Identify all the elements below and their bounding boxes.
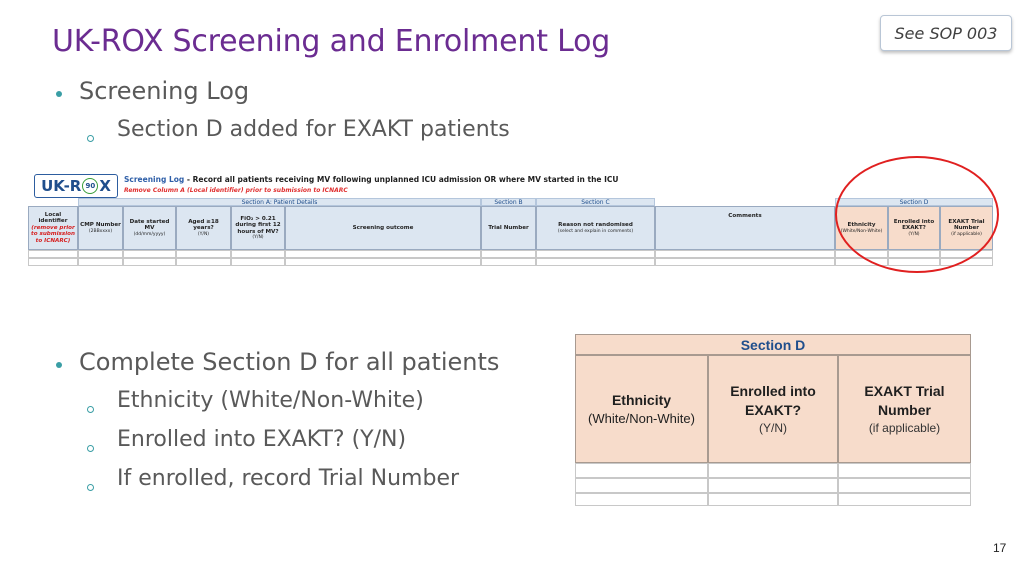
- logo-badge: 90: [82, 178, 98, 194]
- col-aged-label: Aged ≥18 years?: [188, 218, 219, 232]
- zoom-exakt-line2: Number: [878, 401, 931, 418]
- col-ethnicity-note: (White/Non-White): [840, 228, 883, 234]
- log-subheading: Remove Column A (Local identifier) prior to submission to ICNARC: [124, 187, 348, 194]
- col-reason-label: Reason not randomised: [558, 222, 633, 229]
- empty-cell: [536, 250, 655, 258]
- col-cmp-number: [78, 206, 123, 250]
- empty-cell: [28, 258, 78, 266]
- empty-cell: [78, 258, 123, 266]
- bullet-complete-section-d: Complete Section D for all patients: [79, 348, 500, 376]
- col-exakt-trial-label: EXAKT Trial Number: [948, 218, 985, 232]
- col-reason-not-randomised: [536, 206, 655, 250]
- sub-bullet-section-d-added: Section D added for EXAKT patients: [117, 117, 510, 142]
- empty-cell: [285, 250, 481, 258]
- col-trial-label: Trial Number: [488, 224, 529, 231]
- col-screening-outcome: [285, 206, 481, 250]
- empty-cell: [655, 250, 835, 258]
- col-date-label: Date started MV: [129, 218, 170, 232]
- empty-cell: [231, 258, 285, 266]
- empty-cell: [176, 258, 231, 266]
- sop-reference-box: See SOP 003: [880, 15, 1012, 51]
- section-d-zoom-table: [575, 334, 971, 506]
- sub-bullet-ethnicity: Ethnicity (White/Non-White): [117, 388, 424, 413]
- section-a-label: Section A: Patient Details: [78, 198, 481, 206]
- empty-cell: [481, 258, 536, 266]
- logo-text-right: X: [99, 177, 111, 195]
- empty-cell: [575, 493, 708, 506]
- slide-title: UK-ROX Screening and Enrolment Log: [52, 24, 611, 59]
- col-date-note: (dd/mm/yyyy): [133, 231, 166, 237]
- bullet-screening-log: Screening Log: [79, 77, 250, 105]
- col-exakt-trial-note: (if applicable): [951, 231, 982, 237]
- zoom-enrolled-line1: Enrolled into: [730, 382, 816, 399]
- empty-cell: [575, 463, 708, 478]
- empty-cell: [838, 463, 971, 478]
- col-fio2: [231, 206, 285, 250]
- sub-bullet-circle: [87, 484, 94, 491]
- col-cmp-label: CMP Number: [80, 222, 121, 229]
- zoom-col-exakt-trial: [838, 355, 971, 463]
- empty-cell: [708, 493, 838, 506]
- col-local-identifier: [28, 206, 78, 250]
- zoom-ethnicity-label: Ethnicity: [611, 392, 672, 408]
- col-date-started-mv: [123, 206, 176, 250]
- col-cmp-note: (2BBxxxx): [88, 228, 113, 234]
- zoom-col-enrolled: [708, 355, 838, 463]
- section-d-highlight-circle: [835, 156, 999, 273]
- col-comments: [655, 206, 835, 250]
- col-trial-number: [481, 206, 536, 250]
- sub-bullet-enrolled-exakt: Enrolled into EXAKT? (Y/N): [117, 427, 407, 452]
- log-heading: [124, 175, 619, 184]
- empty-cell: [78, 250, 123, 258]
- col-local-identifier-note: (remove prior to submission to ICNARC): [31, 224, 75, 244]
- empty-cell: [536, 258, 655, 266]
- sub-bullet-circle: [87, 135, 94, 142]
- zoom-enrolled-line2: EXAKT?: [745, 401, 801, 418]
- empty-cell: [28, 250, 78, 258]
- col-comments-label: Comments: [728, 213, 762, 219]
- section-d-label: Section D: [835, 198, 993, 206]
- bullet-dot: [56, 362, 62, 368]
- sub-bullet-trial-number: If enrolled, record Trial Number: [117, 466, 460, 491]
- empty-cell: [655, 258, 835, 266]
- uk-rox-logo: [34, 174, 118, 198]
- empty-cell: [285, 258, 481, 266]
- zoom-exakt-line1: EXAKT Trial: [864, 382, 945, 399]
- col-local-identifier-label: Local identifier: [38, 211, 68, 225]
- zoom-col-ethnicity: [575, 355, 708, 463]
- col-enrolled-note: (Y/N): [908, 231, 920, 237]
- col-fio2-note: (Y/N): [252, 235, 264, 241]
- empty-cell: [838, 478, 971, 493]
- col-aged-18: [176, 206, 231, 250]
- logo-text-left: UK-R: [41, 177, 82, 195]
- empty-cell: [176, 250, 231, 258]
- page-number: 17: [993, 541, 1007, 555]
- section-c-label: Section C: [536, 198, 655, 206]
- log-heading-rest: - Record all patients receiving MV following unplanned ICU admission OR where MV started in the ICU: [184, 175, 619, 184]
- zoom-enrolled-note: (Y/N): [759, 420, 787, 435]
- col-fio2-label: FiO₂ > 0.21 during first 12 hours of MV?: [235, 215, 281, 235]
- zoom-ethnicity-note: (White/Non-White): [588, 411, 695, 426]
- bullet-dot: [56, 91, 62, 97]
- empty-cell: [481, 250, 536, 258]
- zoom-exakt-note: (if applicable): [868, 420, 941, 435]
- empty-cell: [708, 478, 838, 493]
- empty-cell: [575, 478, 708, 493]
- empty-cell: [708, 463, 838, 478]
- empty-cell: [123, 250, 176, 258]
- section-b-label: Section B: [481, 198, 536, 206]
- sub-bullet-circle: [87, 406, 94, 413]
- col-aged-note: (Y/N): [197, 231, 210, 237]
- col-ethnicity-label: Ethnicity: [847, 222, 876, 229]
- col-reason-note: (select and explain in comments): [557, 228, 634, 234]
- empty-cell: [231, 250, 285, 258]
- section-d-header: Section D: [575, 334, 971, 355]
- col-outcome-label: Screening outcome: [352, 224, 414, 231]
- empty-cell: [838, 493, 971, 506]
- empty-cell: [123, 258, 176, 266]
- sub-bullet-circle: [87, 445, 94, 452]
- col-enrolled-label: Enrolled into EXAKT?: [893, 218, 935, 232]
- log-heading-blue: Screening Log: [124, 175, 185, 184]
